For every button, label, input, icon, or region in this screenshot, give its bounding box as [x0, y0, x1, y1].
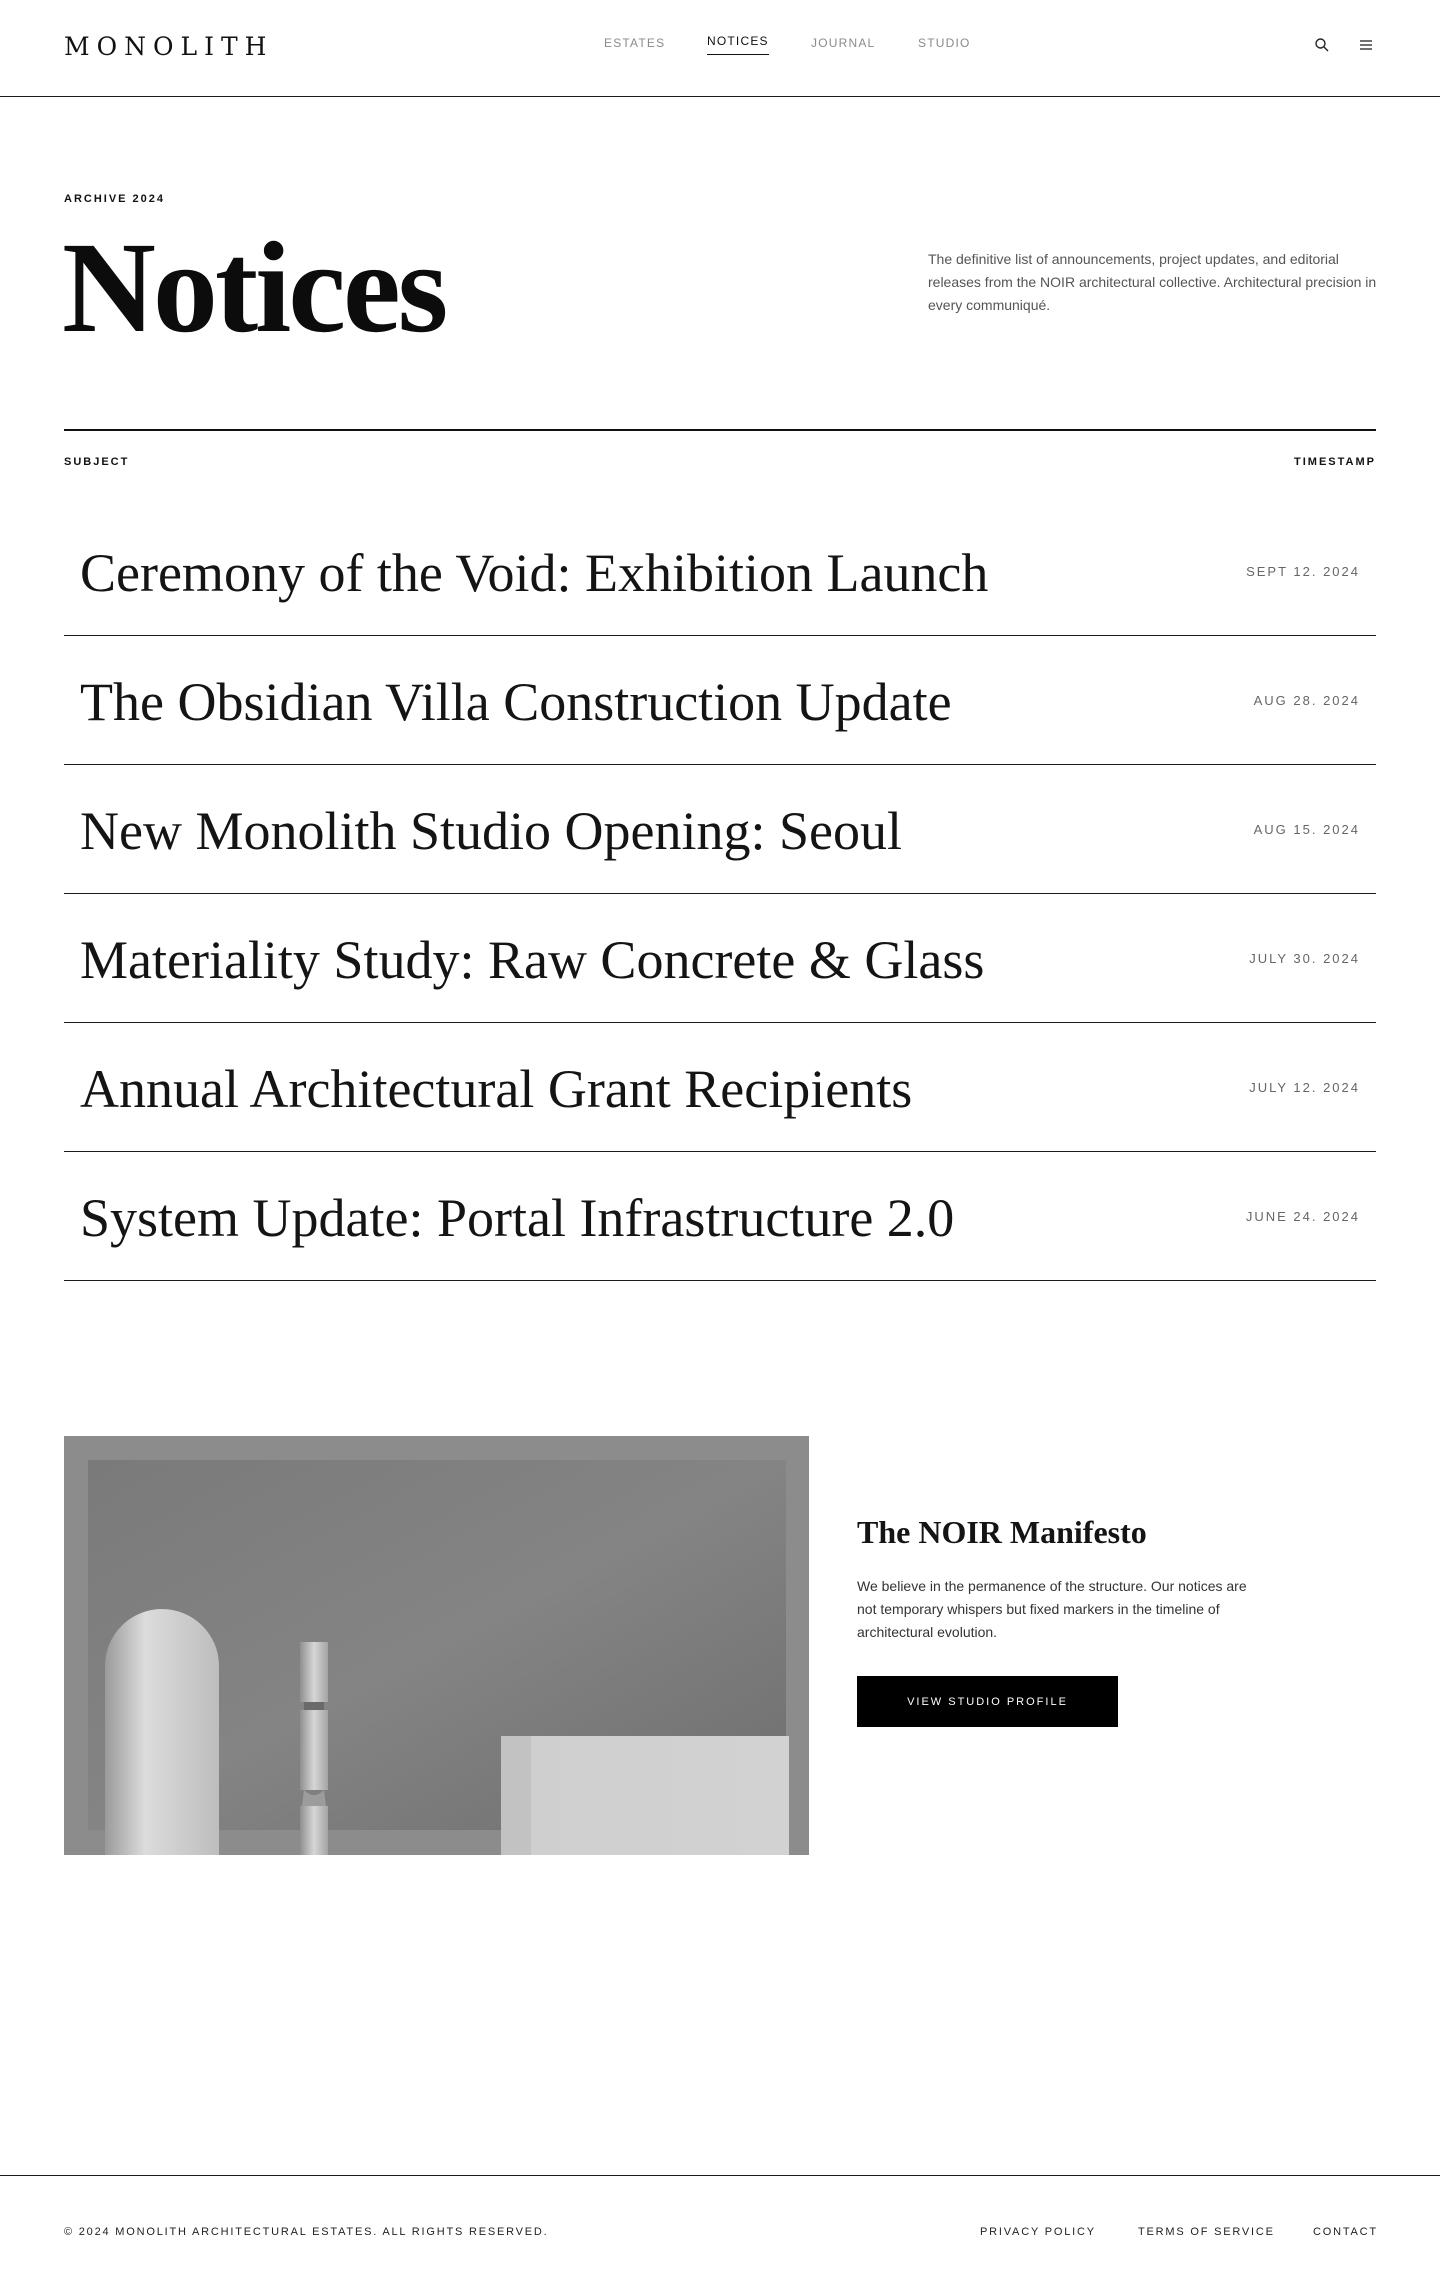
notice-timestamp: JULY 30. 2024: [1249, 951, 1360, 966]
copyright: © 2024 MONOLITH ARCHITECTURAL ESTATES. ALL RIGHTS RESERVED.: [64, 2226, 549, 2238]
footer-link-terms[interactable]: TERMS OF SERVICE: [1138, 2226, 1275, 2238]
logo[interactable]: MONOLITH: [64, 32, 274, 61]
view-studio-profile-button[interactable]: VIEW STUDIO PROFILE: [857, 1676, 1118, 1727]
notice-subject: Ceremony of the Void: Exhibition Launch: [80, 543, 989, 603]
manifesto-title: The NOIR Manifesto: [857, 1514, 1147, 1550]
intro-text: The definitive list of announcements, project updates, and editorial releases from the NOIR architectural collective. Architectural precision in every communiqué.: [928, 251, 1377, 313]
nav-item-notices[interactable]: NOTICES: [707, 34, 769, 55]
notice-subject: Annual Architectural Grant Recipients: [80, 1059, 913, 1119]
nav-item-estates[interactable]: ESTATES: [604, 36, 666, 50]
notice-timestamp: AUG 15. 2024: [1253, 822, 1360, 837]
notice-subject: System Update: Portal Infrastructure 2.0: [80, 1188, 955, 1248]
manifesto-text: We believe in the permanence of the structure. Our notices are not temporary whispers but fixed markers in the timeline of architectural evolution.: [857, 1578, 1247, 1640]
footer-link-privacy[interactable]: PRIVACY POLICY: [980, 2226, 1096, 2238]
main-nav: [0, 36, 1440, 66]
notice-subject: New Monolith Studio Opening: Seoul: [80, 801, 902, 861]
notice-subject: The Obsidian Villa Construction Update: [80, 672, 952, 732]
table-row[interactable]: [64, 1023, 1376, 1152]
notices-table: [64, 429, 1376, 1281]
table-header: [64, 431, 1376, 507]
table-row[interactable]: [64, 507, 1376, 636]
footer-link-contact[interactable]: CONTACT: [1313, 2226, 1378, 2238]
notice-timestamp: JUNE 24. 2024: [1245, 1209, 1360, 1224]
table-row[interactable]: [64, 636, 1376, 765]
site-footer: [0, 2175, 1440, 2288]
nav-item-journal[interactable]: JOURNAL: [811, 36, 876, 50]
table-row[interactable]: [64, 765, 1376, 894]
archive-eyebrow: ARCHIVE 2024: [64, 193, 166, 205]
table-row[interactable]: [64, 894, 1376, 1023]
manifesto-image: [64, 1436, 809, 1855]
page-title: Notices: [62, 216, 446, 360]
notice-timestamp: AUG 28. 2024: [1253, 693, 1360, 708]
column-header-timestamp: TIMESTAMP: [1294, 456, 1376, 468]
table-row[interactable]: [64, 1152, 1376, 1281]
nav-item-studio[interactable]: STUDIO: [918, 36, 971, 50]
site-header: [0, 0, 1440, 97]
notice-subject: Materiality Study: Raw Concrete & Glass: [80, 930, 985, 990]
menu-icon[interactable]: [1355, 34, 1377, 56]
search-icon[interactable]: [1311, 34, 1333, 56]
column-header-subject: SUBJECT: [64, 456, 130, 468]
notice-timestamp: JULY 12. 2024: [1249, 1080, 1360, 1095]
notice-timestamp: SEPT 12. 2024: [1246, 564, 1360, 579]
